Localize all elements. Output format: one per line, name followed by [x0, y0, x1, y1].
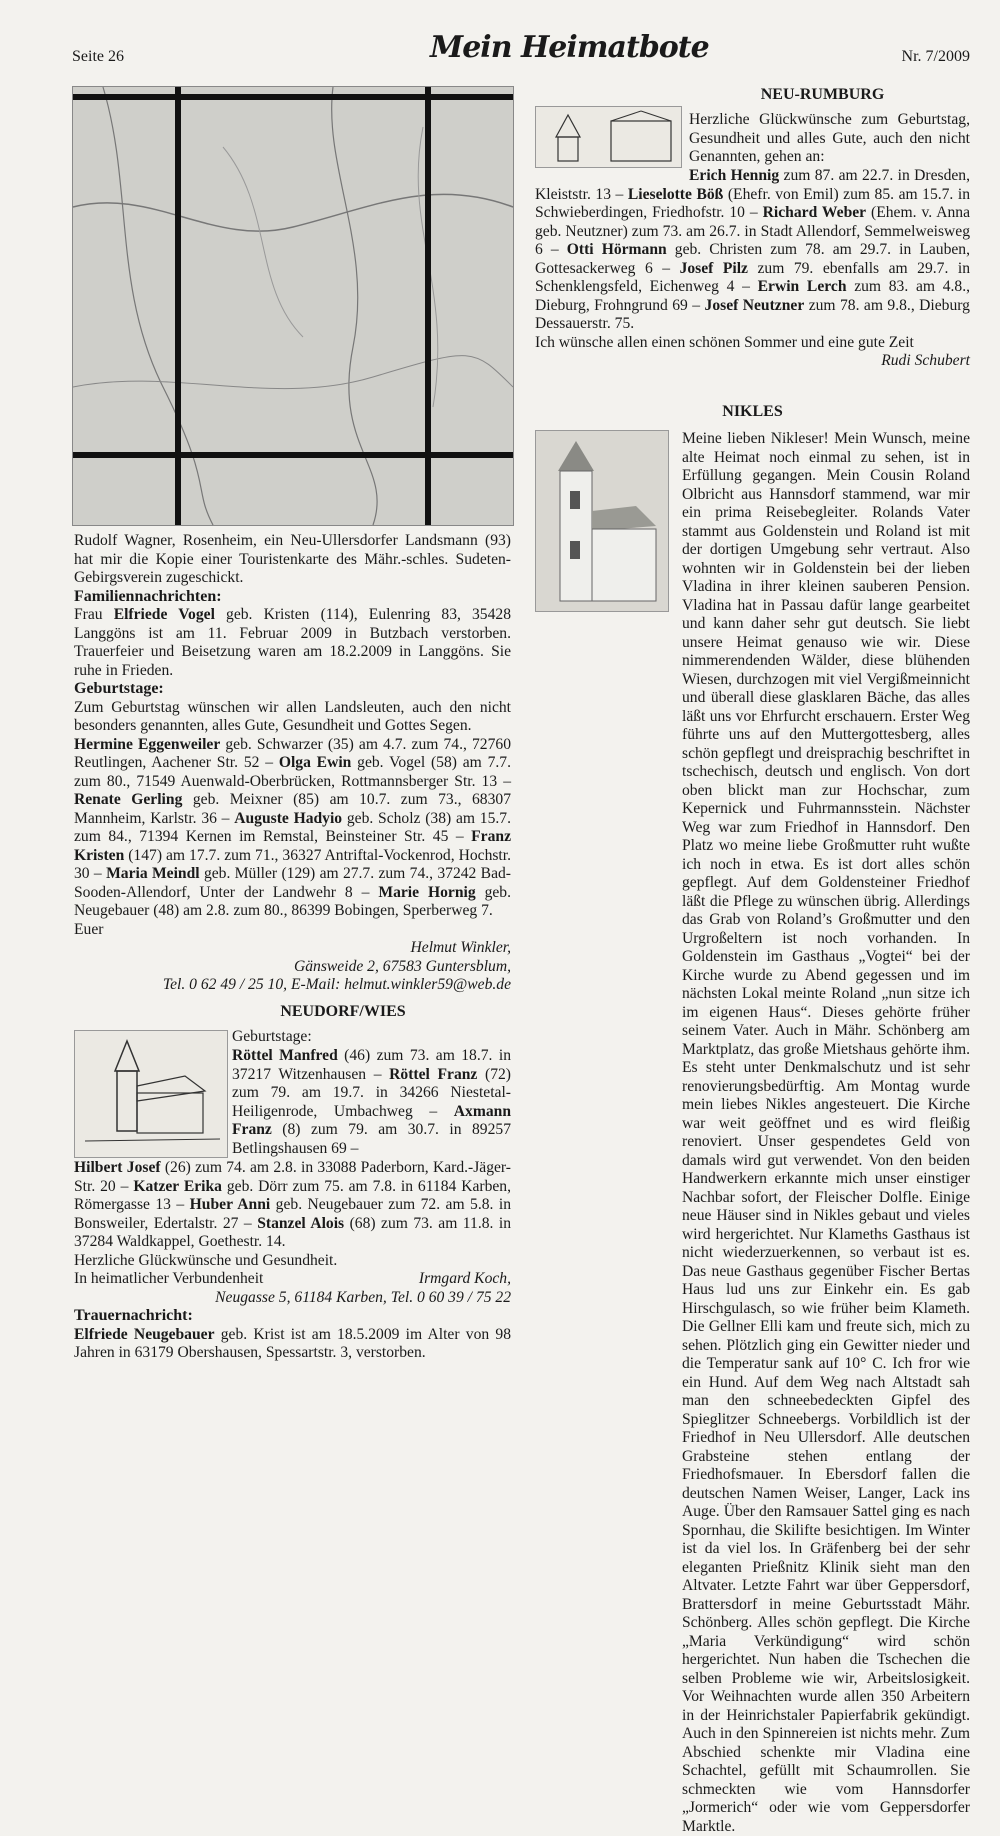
neudorf-list-top: [232, 1047, 511, 1158]
map-caption: Rudolf Wagner, Rosenheim, ein Neu-Ullersdorfer Landsmann (93) hat mir die Kopie einer Touristenkarte des Mähr.-schles. Sudeten-Gebirgsverein zugeschickt.: [74, 532, 511, 586]
neudorf-list-bottom: [74, 1159, 511, 1363]
birthdays-euer: Euer: [74, 920, 104, 938]
neudorf-signoff: In heimatlicher Verbundenheit Irmgard Koch,: [74, 1270, 511, 1287]
obituary-heading: Trauernachricht:: [74, 1307, 193, 1324]
rumburg-church-drawing: [535, 106, 682, 168]
neudorf-sig-address: Neugasse 5, 61184 Karben, Tel. 0 60 39 / 75 22: [215, 1288, 511, 1306]
family-news-heading: Familiennachrichten:: [74, 587, 222, 605]
church-sketch: [75, 1031, 227, 1157]
nikles-heading: NIKLES: [722, 403, 783, 420]
nikles-church-image: [536, 431, 668, 611]
masthead-title: Mein Heimatbote: [430, 30, 709, 65]
neudorf-heading-wrap: [228, 1003, 458, 1022]
page-number: Seite 26: [72, 48, 124, 65]
signature-address: Gänsweide 2, 67583 Guntersblum,: [293, 957, 511, 975]
neudorf-entries-b: Hilbert Josef (26) zum 74. am 2.8. in 33088 Paderborn, Kard.-Jäger-Str. 20 – Katzer Erika geb. Dörr zum 75. am 7.8. in 61184 Karben, Römergasse 13 – Huber Anni geb. Neugebauer zum 72. am 5.8. in Bonsweiler, Edertalstr. 27 – Stanzel Alois (68) zum 73. am 11.8. in 37284 Waldkappel, Goethestr. 14.: [74, 1159, 511, 1250]
neudorf-church-drawing: [74, 1030, 228, 1158]
birthdays-intro: Zum Geburtstag wünschen wir allen Landsleuten, auch den nicht besonders genannten, alles Gute, Gesundheit und Gottes Segen.: [74, 698, 511, 734]
nikles-text: Meine lieben Nikleser! Mein Wunsch, meine alte Heimat noch einmal zu sehen, ist in Erfüllung gegangen. Mein Cousin Roland Olbricht aus Hannsdorf stammend, war mir ein prima Reisebegleiter. Rolands Vater stammt aus Goldenstein und Roland ist mit der dortigen Umgebung sehr vertraut. Also wohnten wir in Goldenstein bei der lieben Vladina in ihrer kleinen sauberen Pension. Vladina hat in Passau dafür lange gearbeitet und kann daher sehr gut deutsch. Sie liebt unsere Heimat genauso wie wir. Diese nimmerendenden Wälder, diese blühenden Wiesen, durchzogen mit viel Vergißmeinnicht und überall diese glasklaren Bäche, das alles läßt uns vor Ehrfurcht erschauern. Erster Weg führte uns auf den Muttergottesberg, alles schön gepflegt und dreisprachig beschriftet in tschechisch, deutsch und englisch. Von dort oben blickt man zur Hochschar, zum Kepernick und Fuhrmannsstein. Nächster Weg war zum Friedhof in Hannsdorf. Den Platz wo meine liebe Großmutter ruht wußte ich noch in etwa. Es ist dort alles schön gepflegt. Auf dem Goldensteiner Friedhof läßt die Pflege zu wünschen übrig. Allerdings das Grab von Roland’s Großmutter und den Urgroßeltern ist noch vorhanden. In Goldenstein im Gasthaus „Vogtei“ bei der Kirche wurde zu Abend gegessen und im nächsten Lokal meinte Roland „nun sitze ich im eigenen Haus“. Dieses gehörte früher seinem Vater. Auch in Mähr. Schönberg am Marktplatz, das große Mietshaus gehörte ihm. Es steht unter Denkmalschutz und ist sehr renovierungsbedürftig. Am Montag wurde mein liebes Nikles angesteuert. Die Kirche war weit geöffnet und es wird fleißig renoviert. Unser gespendetes Geld von damals wird gut verwendet. Von den beiden Handwerkern erkannte mich unser einstiger Nachbar sofort, der Fleischer Dolfle. Einige neue Häuser sind in Nikles gebaut und vieles wird hergerichtet. Nur Klameths Gasthaus ist nicht wiederzuerkennen, so verbaut ist es. Das neue Gasthaus gegenüber Fischer Bertas Haus lud uns zur Einkehr ein. Es gab Hirschgulasch, so wie früher beim Klameth. Die Gellner Elli kam und freute sich, mich zu sehen. Plötzlich ging ein Gewitter nieder und die Temperatur sank auf 10° C. Ich fror wie ein Hund. Auf dem Weg nach Altstadt sah man den schneebedeckten Gipfel des Spieglitzer Schneebergs. Vorbildlich ist der Friedhof in Neu Ullersdorf. Alle deutschen Grabsteine stehen entlang der Friedhofsmauer. In Ebersdorf fallen die deutschen Namen Weiser, Langer, Lack ins Auge. Über den Ramsauer Sattel ging es nach Spornhau, die Skilifte besichtigen. Im Winter ist da viel los. In Gräfenberg bei der sehr eleganten Prießnitz Klinik sieht man den Altvater. Letzte Fahrt war über Geppersdorf, Brattersdorf in meine Geburtsstadt Mähr. Schönberg. Alles schön gepflegt. Die Kirche „Maria Verkündigung“ wird schön hergerichtet. Nun haben die Tschechen die selben Probleme wie wir, Arbeitslosigkeit. Vor Weihnachten wurde allen 350 Arbeitern in der Heinrichstaler Papierfabrik gekündigt. Auch in den Spinnereien ist nichts mehr. Zum Abschied schenkte mir Vladina eine Schachtel, gefüllt mit Schaumrollen. Sie schmeckten wie vom Hannsdorfer „Jormerich“ oder wie vom Geppersdorfer Marktle.: [682, 430, 970, 1835]
rumburg-sketch: [536, 107, 681, 167]
obituary-text: Elfriede Neugebauer geb. Krist ist am 18.5.2009 im Alter von 98 Jahren in 63179 Obershausen, Spessartstr. 3, verstorben.: [74, 1325, 511, 1361]
nikles-church-photo: [535, 430, 669, 612]
nikles-heading-wrap: [535, 403, 970, 422]
family-news-text: Frau Elfriede Vogel geb. Kristen (114), Eulenring 83, 35428 Langgöns ist am 11. Februar 2009 in Butzbach verstorben. Trauerfeier und Beisetzung waren am 18.2.2009 in Langgöns. Sie ruhe in Frieden.: [74, 606, 511, 679]
signature-name: Helmut Winkler,: [410, 939, 511, 956]
rumburg-list: [535, 167, 970, 371]
birthdays-heading: Geburtstage:: [74, 680, 164, 697]
signature-contact: Tel. 0 62 49 / 25 10, E-Mail: helmut.winkler59@web.de: [162, 976, 511, 993]
left-column: [74, 532, 511, 995]
rumburg-section: [535, 86, 970, 105]
tourist-map-image: [72, 86, 514, 526]
neudorf-greeting: Herzliche Glückwünsche und Gesundheit.: [74, 1251, 338, 1269]
birthdays-list: Hermine Eggenweiler geb. Schwarzer (35) am 4.7. zum 74., 72760 Reutlingen, Aachener Str. 52 – Olga Ewin geb. Vogel (58) am 7.7. zum 80., 71549 Auenwald-Oberbrücken, Rottmannsberger Str. 13 – Renate Gerling geb. Meixner (85) am 10.7. zum 73., 68307 Mannheim, Karlstr. 36 – Auguste Hadyio geb. Scholz (38) am 15.7. zum 84., 71394 Kernen im Remstal, Beinsteiner Str. 45 – Franz Kristen (147) am 17.7. zum 71., 36327 Antriftal-Vockenrod, Hochstr. 30 – Maria Meindl geb. Müller (129) am 27.7. zum 74., 37242 Bad-Sooden-Allendorf, Unter der Landwehr 8 – Marie Hornig geb. Neugebauer (48) am 2.8. zum 80., 86399 Bobingen, Sperberweg 7.: [74, 735, 511, 919]
rumburg-signature: Rudi Schubert: [881, 352, 970, 369]
rumburg-intro: Herzliche Glückwünsche zum Geburtstag, Gesundheit und alles Gute, auch den nicht Genannten, gehen an:: [689, 111, 970, 165]
rumburg-heading: NEU-RUMBURG: [760, 86, 885, 103]
neudorf-top-text: [232, 1028, 511, 1047]
neudorf-subheading: Geburtstage:: [232, 1028, 312, 1045]
neudorf-entries-a: Röttel Manfred (46) zum 73. am 18.7. in 37217 Witzenhausen – Röttel Franz (72) zum 79. am 19.7. in 34266 Niestetal-Heiligenrode, Umbachweg – Axmann Franz (8) zum 79. am 30.7. in 89257 Betlingshausen 69 –: [232, 1047, 512, 1157]
issue-number: Nr. 7/2009: [901, 48, 970, 65]
nikles-text-wrap: [682, 430, 970, 1835]
map-drawing: [73, 87, 513, 525]
neudorf-heading: NEUDORF/WIES: [280, 1003, 406, 1020]
rumburg-intro-wrap: [689, 111, 970, 167]
rumburg-entries: Erich Hennig zum 87. am 22.7. in Dresden, Kleiststr. 13 – Lieselotte Böß (Ehefr. von Emil) zum 85. am 15.7. in Schwieberdingen, Friedhofstr. 10 – Richard Weber (Ehem. v. Anna geb. Neutzner) zum 73. am 26.7. in Stadt Allendorf, Semmelweisweg 6 – Otti Hörmann geb. Christen zum 78. am 29.7. in Lauben, Gottesackerweg 6 – Josef Pilz zum 79. ebenfalls am 29.7. in Schenklengsfeld, Eichenweg 4 – Erwin Lerch zum 83. am 4.8., Dieburg, Frohngrund 69 – Josef Neutzner zum 78. am 9.8., Dieburg Dessauerstr. 75.: [535, 167, 970, 332]
rumburg-closing: Ich wünsche allen einen schönen Sommer und eine gute Zeit: [535, 333, 914, 351]
